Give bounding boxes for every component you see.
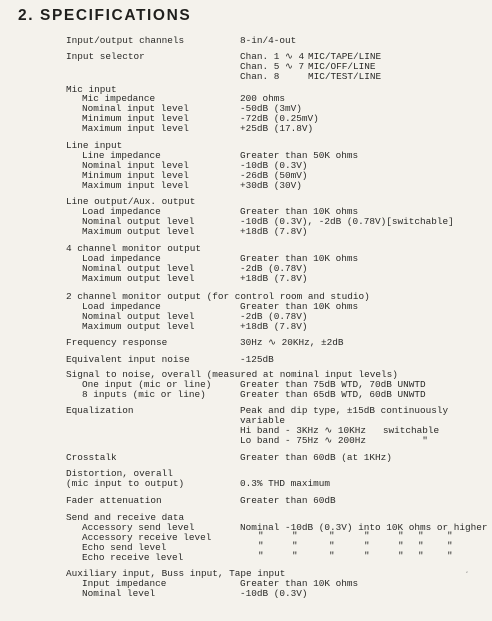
ditto-mark: ": [398, 550, 404, 561]
aux-row-label: Nominal level: [82, 588, 156, 599]
distortion-label: Distortion, overall: [66, 468, 173, 479]
mon2-row-label: Load impedance: [82, 301, 161, 312]
lineout-row-value: -10dB (0.3V), -2dB (0.78V)[switchable]: [240, 216, 454, 227]
ditto-mark: ": [447, 530, 453, 541]
mon2-row-value: +18dB (7.8V): [240, 321, 308, 332]
mic-row-value: -72dB (0.25mV): [240, 113, 319, 124]
fader-value: Greater than 60dB: [240, 495, 336, 506]
ditto-mark: ": [364, 540, 370, 551]
eq-line: variable: [240, 415, 286, 426]
line-row-value: -26dB (50mV): [240, 170, 308, 181]
lineout-label: Line output/Aux. output: [66, 196, 196, 207]
sendrecv-row-value: Nominal -10dB (0.3V) into 10K ohms or higher: [240, 522, 488, 533]
selector-chan-2: Chan. 5 ∿ 7: [240, 61, 305, 72]
mic-row-label: Mic impedance: [82, 93, 156, 104]
distortion-value: 0.3% THD maximum: [240, 478, 331, 489]
eq-label: Equalization: [66, 405, 134, 416]
crosstalk-label: Crosstalk: [66, 452, 117, 463]
mic-row-label: Minimum input level: [82, 113, 189, 124]
lineout-row-value: +18dB (7.8V): [240, 226, 308, 237]
selector-chan-1: Chan. 1 ∿ 4: [240, 51, 305, 62]
ditto-mark: ": [398, 540, 404, 551]
line-row-label: Line impedance: [82, 150, 161, 161]
snr-row-value: Greater than 65dB WTD, 60dB UNWTD: [240, 389, 426, 400]
mon4-row-label: Nominal output level: [82, 263, 195, 274]
line-label: Line input: [66, 140, 123, 151]
ditto-mark: ": [447, 550, 453, 561]
ditto-mark: ": [418, 540, 424, 551]
mon4-label: 4 channel monitor output: [66, 243, 202, 254]
ditto-mark: ": [418, 550, 424, 561]
eq-line: Hi band - 3KHz ∿ 10KHz switchable: [240, 425, 440, 436]
sendrecv-label: Send and receive data: [66, 512, 185, 523]
eq-line: Lo band - 75Hz ∿ 200Hz ": [240, 435, 428, 446]
line-row-label: Nominal input level: [82, 160, 189, 171]
lineout-row-label: Nominal output level: [82, 216, 195, 227]
ditto-mark: ": [364, 530, 370, 541]
io-value: 8-in/4-out: [240, 35, 297, 46]
mic-row-label: Maximum input level: [82, 123, 189, 134]
ditto-mark: ": [292, 540, 298, 551]
io-label: Input/output channels: [66, 35, 185, 46]
aux-row-value: -10dB (0.3V): [240, 588, 308, 599]
mon4-row-label: Maximum output level: [82, 273, 195, 284]
line-row-value: +30dB (30V): [240, 180, 302, 191]
mon4-row-value: Greater than 10K ohms: [240, 253, 359, 264]
mon2-row-value: Greater than 10K ohms: [240, 301, 359, 312]
mon2-label: 2 channel monitor output (for control room and studio): [66, 291, 370, 302]
ditto-mark: ": [258, 540, 264, 551]
mic-label: Mic input: [66, 84, 117, 95]
mic-row-value: -50dB (3mV): [240, 103, 302, 114]
selector-mode-3: MIC/TEST/LINE: [308, 71, 382, 82]
ditto-mark: ": [329, 550, 335, 561]
selector-mode-2: MIC/OFF/LINE: [308, 61, 376, 72]
snr-row-label: One input (mic or line): [82, 379, 212, 390]
snr-row-label: 8 inputs (mic or line): [82, 389, 206, 400]
ditto-mark: ": [329, 540, 335, 551]
fader-label: Fader attenuation: [66, 495, 162, 506]
sendrecv-row-label: Accessory send level: [82, 522, 195, 533]
selector-label: Input selector: [66, 51, 145, 62]
page-title: 2. SPECIFICATIONS: [18, 7, 192, 24]
aux-row-label: Input impedance: [82, 578, 167, 589]
ditto-mark: ": [398, 530, 404, 541]
lineout-row-label: Maximum output level: [82, 226, 195, 237]
line-row-value: -10dB (0.3V): [240, 160, 308, 171]
mic-row-value: +25dB (17.8V): [240, 123, 314, 134]
ditto-mark: ": [447, 540, 453, 551]
aux-row-value: Greater than 10K ohms: [240, 578, 359, 589]
noise-value: -125dB: [240, 354, 274, 365]
lineout-row-value: Greater than 10K ohms: [240, 206, 359, 217]
ditto-mark: ": [258, 550, 264, 561]
mon2-row-value: -2dB (0.78V): [240, 311, 308, 322]
paper-speck: ’: [466, 571, 468, 578]
line-row-value: Greater than 50K ohms: [240, 150, 359, 161]
lineout-row-label: Load impedance: [82, 206, 161, 217]
mon4-row-label: Load impedance: [82, 253, 161, 264]
mic-row-value: 200 ohms: [240, 93, 286, 104]
mon4-row-value: -2dB (0.78V): [240, 263, 308, 274]
selector-mode-1: MIC/TAPE/LINE: [308, 51, 382, 62]
line-row-label: Maximum input level: [82, 180, 189, 191]
selector-chan-3: Chan. 8: [240, 71, 280, 82]
ditto-mark: ": [364, 550, 370, 561]
sendrecv-row-label: Echo receive level: [82, 552, 184, 563]
mic-row-label: Nominal input level: [82, 103, 189, 114]
freq-value: 30Hz ∿ 20KHz, ±2dB: [240, 337, 344, 348]
noise-label: Equivalent input noise: [66, 354, 190, 365]
crosstalk-value: Greater than 60dB (at 1KHz): [240, 452, 392, 463]
mon2-row-label: Maximum output level: [82, 321, 195, 332]
snr-row-value: Greater than 75dB WTD, 70dB UNWTD: [240, 379, 426, 390]
mon4-row-value: +18dB (7.8V): [240, 273, 308, 284]
freq-label: Frequency response: [66, 337, 168, 348]
ditto-mark: ": [292, 550, 298, 561]
ditto-mark: ": [258, 530, 264, 541]
ditto-mark: ": [292, 530, 298, 541]
aux-label: Auxiliary input, Buss input, Tape input: [66, 568, 286, 579]
mon2-row-label: Nominal output level: [82, 311, 195, 322]
sendrecv-row-label: Accessory receive level: [82, 532, 212, 543]
ditto-mark: ": [418, 530, 424, 541]
sendrecv-row-label: Echo send level: [82, 542, 167, 553]
line-row-label: Minimum input level: [82, 170, 189, 181]
ditto-mark: ": [329, 530, 335, 541]
snr-label: Signal to noise, overall (measured at nominal input levels): [66, 369, 398, 380]
eq-line: Peak and dip type, ±15dB continuously: [240, 405, 449, 416]
distortion-sublabel: (mic input to output): [66, 478, 185, 489]
